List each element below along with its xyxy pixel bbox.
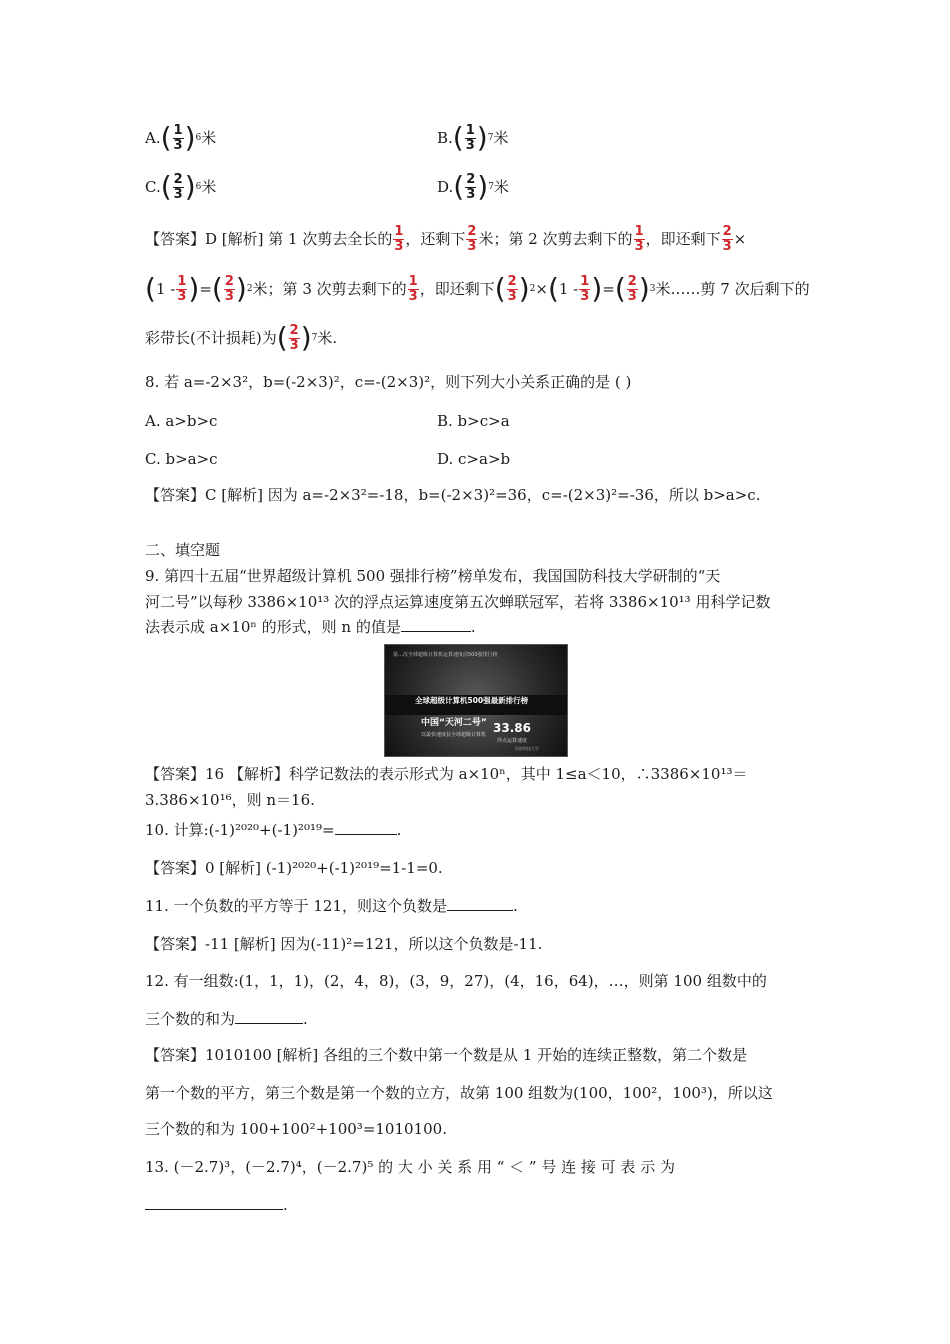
q9-answer-1: 【答案】16 【解析】科学记数法的表示形式为 a×10ⁿ，其中 1≤a＜10，∴3386×10¹³＝ xyxy=(145,765,748,783)
option-label: D. xyxy=(437,177,454,196)
q12-answer-2: 第一个数的平方，第三个数是第一个数的立方，故第 100 组数为(100，100²，100³)，所以这 xyxy=(145,1084,773,1102)
supercomputer-banner-image: 第…次全球超级计算机运算速度前500强排行榜 全球超级计算机500强最新排行榜 中国“天河二号” 以最快速度获全球超级计算机 33.86 浮点运算速度 国防科技大学 xyxy=(384,644,568,757)
q10-answer: 【答案】0 [解析] (-1)²⁰²⁰+(-1)²⁰¹⁹=1-1=0. xyxy=(145,859,443,877)
section-heading: 二、填空题 xyxy=(145,541,221,559)
q7-answer-line-1: 【答案】D [解析] 第 1 次剪去全长的 $\frac{1}{3}$ ，还剩下 $\frac{2}{3}$ 米；第 2 次剪去剩下的 $\frac{1}{3}$ ，即还剩下 $\frac{2}{3}$ × xyxy=(145,224,747,254)
q12-line-1: 12. 有一组数:(1，1，1)，(2，4，8)，(3，9，27)，(4，16，64)，…，则第 100 组数中的 xyxy=(145,972,767,990)
q9-line-1: 9. 第四十五届“世界超级计算机 500 强排行榜”榜单发布，我国国防科技大学研制的“天 xyxy=(145,567,721,585)
q8-answer: 【答案】C [解析] 因为 a=-2×3²=-18，b=(-2×3)²=36，c=-(2×3)²=-36，所以 b>a>c. xyxy=(145,486,761,504)
q7-option-c: C. ( $\frac{2}{3}$ ) 6 米 xyxy=(145,170,217,204)
q7-option-a: A. ( $\frac{1}{3}$ ) 6 米 xyxy=(145,121,217,155)
q9-answer-2: 3.386×10¹⁶，则 n＝16. xyxy=(145,791,315,809)
q9-line-3: 法表示成 a×10ⁿ 的形式，则 n 的值是 . xyxy=(145,618,476,636)
q13-line-1: 13. (－2.7)³，(－2.7)⁴，(－2.7)⁵ 的 大 小 关 系 用 “ ＜ ” 号 连 接 可 表 示 为 xyxy=(145,1158,675,1176)
q8-option-c: C. b>a>c xyxy=(145,450,218,468)
option-label: C. xyxy=(145,177,161,196)
option-label: B. xyxy=(437,128,453,147)
q12-line-2: 三个数的和为 . xyxy=(145,1010,308,1028)
answer-blank[interactable] xyxy=(145,1209,283,1210)
q7-option-d: D. ( $\frac{2}{3}$ ) 7 米 xyxy=(437,170,509,204)
q8-stem: 8. 若 a=-2×3²，b=(-2×3)²，c=-(2×3)²，则下列大小关系正确的是 ( ) xyxy=(145,373,632,391)
q8-option-d: D. c>a>b xyxy=(437,450,511,468)
q9-line-2: 河二号”以每秒 3386×10¹³ 次的浮点运算速度第五次蝉联冠军，若将 3386×10¹³ 用科学记数 xyxy=(145,593,771,611)
q7-option-b: B. ( $\frac{1}{3}$ ) 7 米 xyxy=(437,121,509,155)
answer-blank[interactable] xyxy=(235,1023,303,1024)
answer-blank[interactable] xyxy=(335,834,397,835)
q12-answer-1: 【答案】1010100 [解析] 各组的三个数中第一个数是从 1 开始的连续正整数，第二个数是 xyxy=(145,1046,748,1064)
answer-blank[interactable] xyxy=(447,910,513,911)
q11-answer: 【答案】-11 [解析] 因为(-11)²=121，所以这个负数是-11. xyxy=(145,935,543,953)
q10-stem: 10. 计算:(-1)²⁰²⁰+(-1)²⁰¹⁹= . xyxy=(145,821,402,839)
option-label: A. xyxy=(145,128,161,147)
q7-answer-line-2: ( 1 - $\frac{1}{3}$ ) = ( $\frac{2}{3}$ ) 2 米；第 3 次剪去剩下的 $\frac{1}{3}$ ，即还剩下 ( $\frac{2}{3}$ ) 2 × ( 1 - $\frac{1}{3}$ ) = ( $\frac{2}{3}$ ) 3 米……剪 7 次后剩下的 xyxy=(145,272,810,306)
q11-stem: 11. 一个负数的平方等于 121，则这个负数是 . xyxy=(145,897,518,915)
q8-option-b: B. b>c>a xyxy=(437,412,510,430)
q13-line-2: . xyxy=(145,1198,288,1213)
q8-option-a: A. a>b>c xyxy=(145,412,218,430)
q12-answer-3: 三个数的和为 100+100²+100³=1010100. xyxy=(145,1120,447,1138)
answer-blank[interactable] xyxy=(401,631,471,632)
q7-answer-line-3: 彩带长(不计损耗)为 ( $\frac{2}{3}$ ) 7 米. xyxy=(145,321,338,355)
